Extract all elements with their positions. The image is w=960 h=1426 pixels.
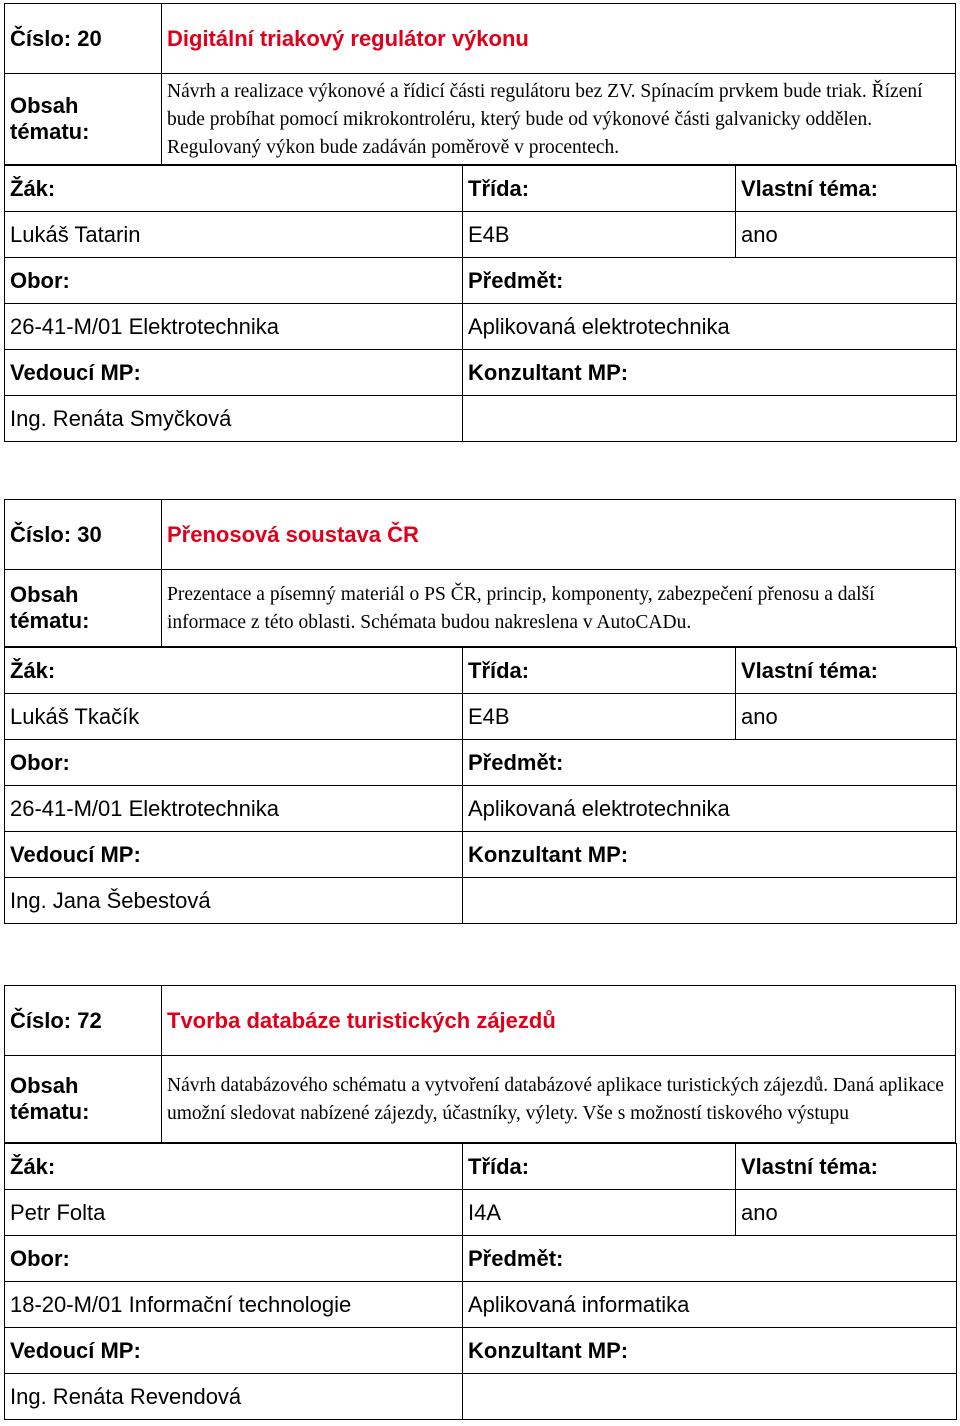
class-value: E4B [463, 694, 736, 740]
topic-info-table [4, 165, 957, 442]
topic-card-20 [4, 3, 956, 442]
topic-header-table [4, 499, 956, 647]
own-topic-value: ano [736, 212, 957, 258]
consultant-label: Konzultant MP: [463, 832, 957, 878]
topic-description: Návrh databázového schématu a vytvoření databázové aplikace turistických zájezdů. Daná aplikace umožní sledovat nabízené zájezdy, účastníky, výlety. Vše s možností tiskového výstupu [162, 1056, 956, 1143]
topic-card-30 [4, 499, 956, 924]
class-label: Třída: [463, 166, 736, 212]
topic-info-table [4, 647, 957, 924]
topic-title: Tvorba databáze turistických zájezdů [162, 986, 956, 1056]
class-label: Třída: [463, 1144, 736, 1190]
content-label: Obsah tématu: [5, 570, 162, 647]
content-label: Obsah tématu: [5, 1056, 162, 1143]
field-label: Obor: [5, 258, 463, 304]
topic-number: Číslo: 20 [5, 4, 162, 74]
student-name: Petr Folta [5, 1190, 463, 1236]
consultant-name [463, 396, 957, 442]
topic-header-table [4, 985, 956, 1143]
student-label: Žák: [5, 648, 463, 694]
supervisor-label: Vedoucí MP: [5, 832, 463, 878]
topic-description: Prezentace a písemný materiál o PS ČR, princip, komponenty, zabezpečení přenosu a další informace z této oblasti. Schémata budou nakreslena v AutoCADu. [162, 570, 956, 647]
student-label: Žák: [5, 166, 463, 212]
supervisor-label: Vedoucí MP: [5, 350, 463, 396]
supervisor-name: Ing. Renáta Revendová [5, 1374, 463, 1420]
consultant-label: Konzultant MP: [463, 350, 957, 396]
topic-header-table [4, 3, 956, 165]
own-topic-label: Vlastní téma: [736, 166, 957, 212]
topic-number: Číslo: 30 [5, 500, 162, 570]
class-value: E4B [463, 212, 736, 258]
content-label: Obsah tématu: [5, 74, 162, 165]
own-topic-label: Vlastní téma: [736, 648, 957, 694]
topic-title: Přenosová soustava ČR [162, 500, 956, 570]
subject-label: Předmět: [463, 1236, 957, 1282]
class-value: I4A [463, 1190, 736, 1236]
topic-card-72 [4, 985, 956, 1420]
subject-value: Aplikovaná informatika [463, 1282, 957, 1328]
consultant-name [463, 1374, 957, 1420]
field-value: 26-41-M/01 Elektrotechnika [5, 786, 463, 832]
consultant-label: Konzultant MP: [463, 1328, 957, 1374]
own-topic-value: ano [736, 694, 957, 740]
topic-number: Číslo: 72 [5, 986, 162, 1056]
subject-value: Aplikovaná elektrotechnika [463, 786, 957, 832]
supervisor-name: Ing. Jana Šebestová [5, 878, 463, 924]
field-label: Obor: [5, 1236, 463, 1282]
student-label: Žák: [5, 1144, 463, 1190]
consultant-name [463, 878, 957, 924]
own-topic-value: ano [736, 1190, 957, 1236]
topic-info-table [4, 1143, 957, 1420]
field-value: 18-20-M/01 Informační technologie [5, 1282, 463, 1328]
supervisor-name: Ing. Renáta Smyčková [5, 396, 463, 442]
field-value: 26-41-M/01 Elektrotechnika [5, 304, 463, 350]
field-label: Obor: [5, 740, 463, 786]
topic-title: Digitální triakový regulátor výkonu [162, 4, 956, 74]
supervisor-label: Vedoucí MP: [5, 1328, 463, 1374]
student-name: Lukáš Tatarin [5, 212, 463, 258]
subject-value: Aplikovaná elektrotechnika [463, 304, 957, 350]
subject-label: Předmět: [463, 740, 957, 786]
subject-label: Předmět: [463, 258, 957, 304]
own-topic-label: Vlastní téma: [736, 1144, 957, 1190]
topic-description: Návrh a realizace výkonové a řídicí části regulátoru bez ZV. Spínacím prvkem bude triak. Řízení bude probíhat pomocí mikrokontroléru, který bude od výkonové části galvanicky oddělen. Regulovaný výkon bude zadáván poměrově v procentech. [162, 74, 956, 165]
class-label: Třída: [463, 648, 736, 694]
student-name: Lukáš Tkačík [5, 694, 463, 740]
